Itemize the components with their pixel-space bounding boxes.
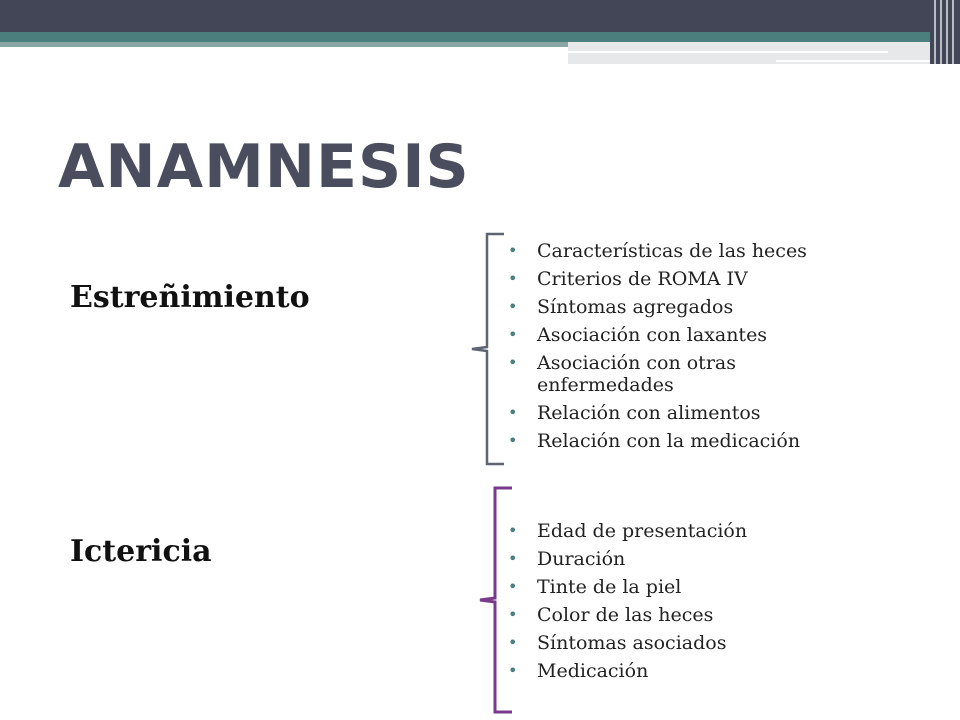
list-item: • Síntomas asociados: [508, 632, 868, 654]
section-heading-estrenimiento: Estreñimiento: [70, 280, 310, 315]
list-item: • Duración: [508, 548, 868, 570]
bracket-path: [472, 234, 504, 464]
list-item: • Color de las heces: [508, 604, 868, 626]
list-item: • Asociación con laxantes: [508, 324, 868, 346]
header-accent-stripe: [0, 32, 930, 42]
list-item: • Medicación: [508, 660, 868, 682]
header-band: [0, 0, 960, 32]
list-item: • Tinte de la piel: [508, 576, 868, 598]
list-item: • Síntomas agregados: [508, 296, 868, 318]
slide-title: ANAMNESIS: [58, 132, 470, 202]
list-item: • Asociación con otras enfermedades: [508, 352, 868, 396]
bracket-estrenimiento: [468, 230, 508, 468]
section-list-ictericia: [508, 520, 868, 688]
list-item: • Criterios de ROMA IV: [508, 268, 868, 290]
header-edge-stripes: [930, 0, 960, 64]
list-item: • Características de las heces: [508, 240, 868, 262]
list-item: • Edad de presentación: [508, 520, 868, 542]
header-divider-line: [568, 51, 888, 53]
header-accent-stripe-light: [0, 42, 568, 47]
header-divider-line: [776, 60, 930, 62]
list-item: • Relación con la medicación: [508, 430, 868, 452]
section-list-estrenimiento: [508, 240, 868, 458]
section-heading-ictericia: Ictericia: [70, 534, 212, 569]
list-item: • Relación con alimentos: [508, 402, 868, 424]
